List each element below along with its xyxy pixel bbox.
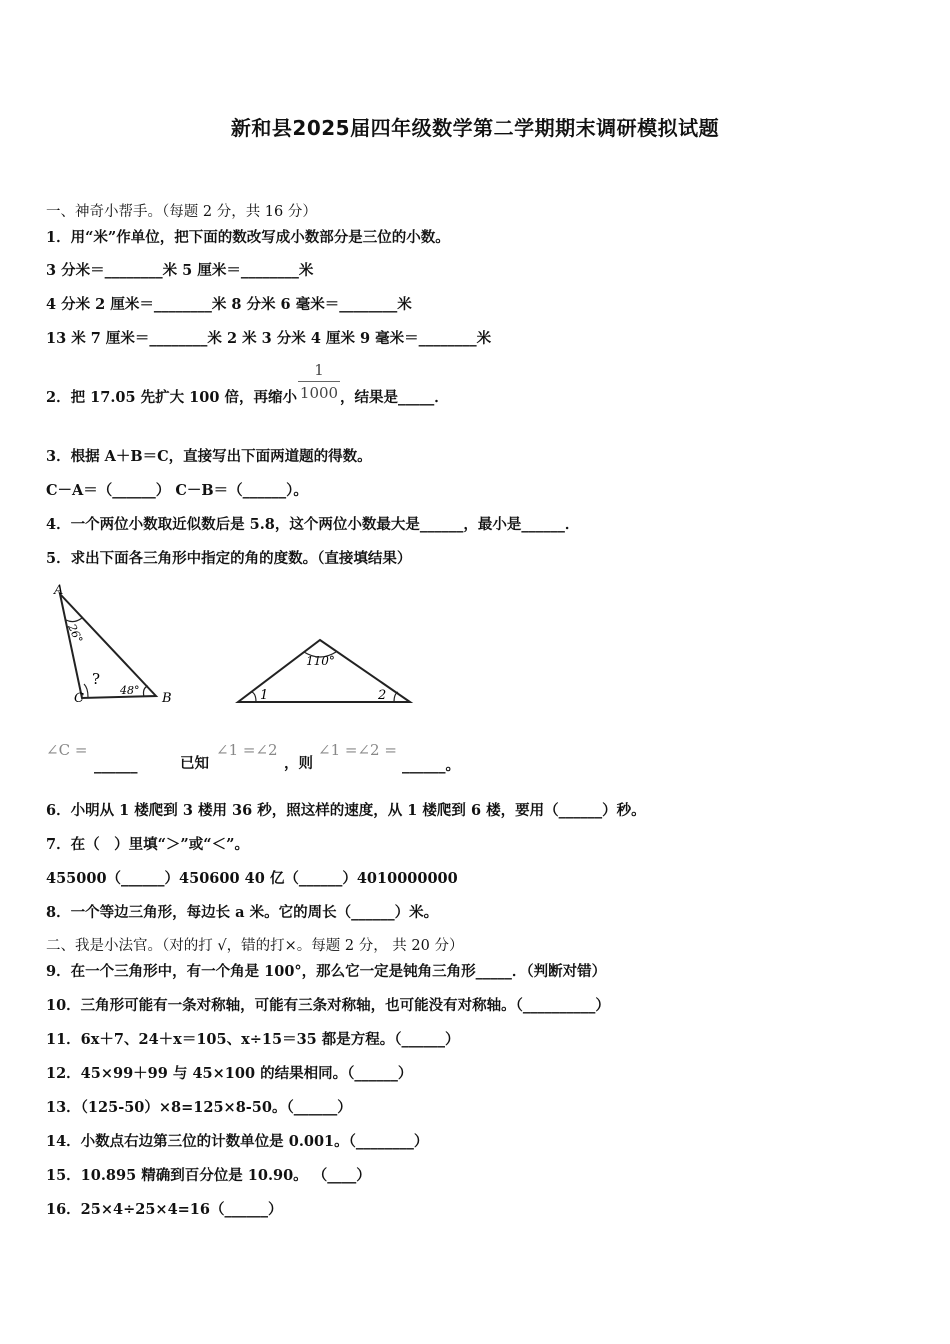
question-3-line-1: C－A＝（______） C－B＝（______）。 xyxy=(46,482,308,499)
equal-angles-text: ∠1 =∠2 xyxy=(216,741,278,759)
fraction xyxy=(298,360,340,403)
then-label: ，则 xyxy=(284,755,313,772)
question-14: 14．小数点右边第三位的计数单位是 0.001。（________） xyxy=(46,1133,429,1150)
question-10: 10．三角形可能有一条对称轴，可能有三条对称轴，也可能没有对称轴。（__________） xyxy=(46,997,610,1014)
question-11: 11．6x＋7、24＋x＝105、x÷15＝35 都是方程。（______） xyxy=(46,1031,460,1048)
known-label: 已知 xyxy=(180,755,209,772)
question-1: 1．用“米”作单位，把下面的数改写成小数部分是三位的小数。 xyxy=(46,229,450,246)
question-7: 7．在（ ）里填“＞”或“＜”。 xyxy=(46,836,249,853)
question-13: 13．（125-50）×8=125×8-50。（______） xyxy=(46,1099,352,1116)
angle-2-label: 2 xyxy=(378,688,387,703)
question-1-line-3: 13 米 7 厘米＝________米 2 米 3 分米 4 厘米 9 毫米＝________米 xyxy=(46,330,492,347)
unknown-angle-label: ? xyxy=(92,670,101,688)
page-title: 新和县2025届四年级数学第二学期期末调研模拟试题 xyxy=(230,116,720,140)
angle-b-label: 48° xyxy=(120,684,140,697)
answer-blank-1: ______ xyxy=(94,757,138,774)
question-9: 9．在一个三角形中，有一个角是 100°，那么它一定是钝角三角形_____．（判断对错） xyxy=(46,963,607,980)
question-1-line-1: 3 分米＝________米 5 厘米＝________米 xyxy=(46,262,314,279)
question-7-line-1: 455000（______）450600 40 亿（______）4010000000 xyxy=(46,870,458,887)
question-5: 5．求出下面各三角形中指定的角的度数。（直接填结果） xyxy=(46,550,412,567)
angle-c-expression xyxy=(46,740,87,761)
fraction-bar xyxy=(298,381,340,382)
vertex-c-label: C xyxy=(74,691,84,706)
question-6: 6．小明从 1 楼爬到 3 楼用 36 秒，照这样的速度，从 1 楼爬到 6 楼，要用（______）秒。 xyxy=(46,802,646,819)
question-1-line-2: 4 分米 2 厘米＝________米 8 分米 6 毫米＝________米 xyxy=(46,296,412,313)
answer-blank-2: ______。 xyxy=(402,757,460,774)
fraction-numerator: 1 xyxy=(314,361,324,379)
angle-value-expression xyxy=(318,740,397,761)
obtuse-triangle-figure xyxy=(232,632,416,708)
question-15: 15．10.895 精确到百分位是 10.90。 （____） xyxy=(46,1167,371,1184)
angle-c-label: ∠C = xyxy=(46,741,88,759)
section-1-heading: 一、神奇小帮手。（每题 2 分，共 16 分） xyxy=(46,204,317,220)
question-2-part-b: ，结果是_____． xyxy=(340,389,449,406)
section-2-heading: 二、我是小法官。（对的打 √，错的打×。每题 2 分， 共 20 分） xyxy=(46,938,464,954)
angle-1-label: 1 xyxy=(260,688,269,703)
equal-angles-expression xyxy=(216,740,278,761)
angle-a-label: 26° xyxy=(65,622,86,646)
triangle-abc-figure xyxy=(44,580,184,710)
question-8: 8．一个等边三角形，每边长 a 米。它的周长（______）米。 xyxy=(46,904,439,921)
fraction-denominator: 1000 xyxy=(299,384,339,402)
vertex-a-label: A xyxy=(54,583,64,598)
question-4: 4．一个两位小数取近似数后是 5.8，这个两位小数最大是______，最小是______． xyxy=(46,516,580,533)
question-12: 12．45×99＋99 与 45×100 的结果相同。（______） xyxy=(46,1065,413,1082)
angle-value-text: ∠1 =∠2 = xyxy=(318,741,397,759)
question-2-part-a: 2．把 17.05 先扩大 100 倍，再缩小 xyxy=(46,389,297,406)
top-angle-label: 110° xyxy=(306,654,335,668)
vertex-b-label: B xyxy=(162,691,172,706)
question-3: 3．根据 A＋B＝C，直接写出下面两道题的得数。 xyxy=(46,448,372,465)
question-16: 16．25×4÷25×4=16（______） xyxy=(46,1201,283,1218)
